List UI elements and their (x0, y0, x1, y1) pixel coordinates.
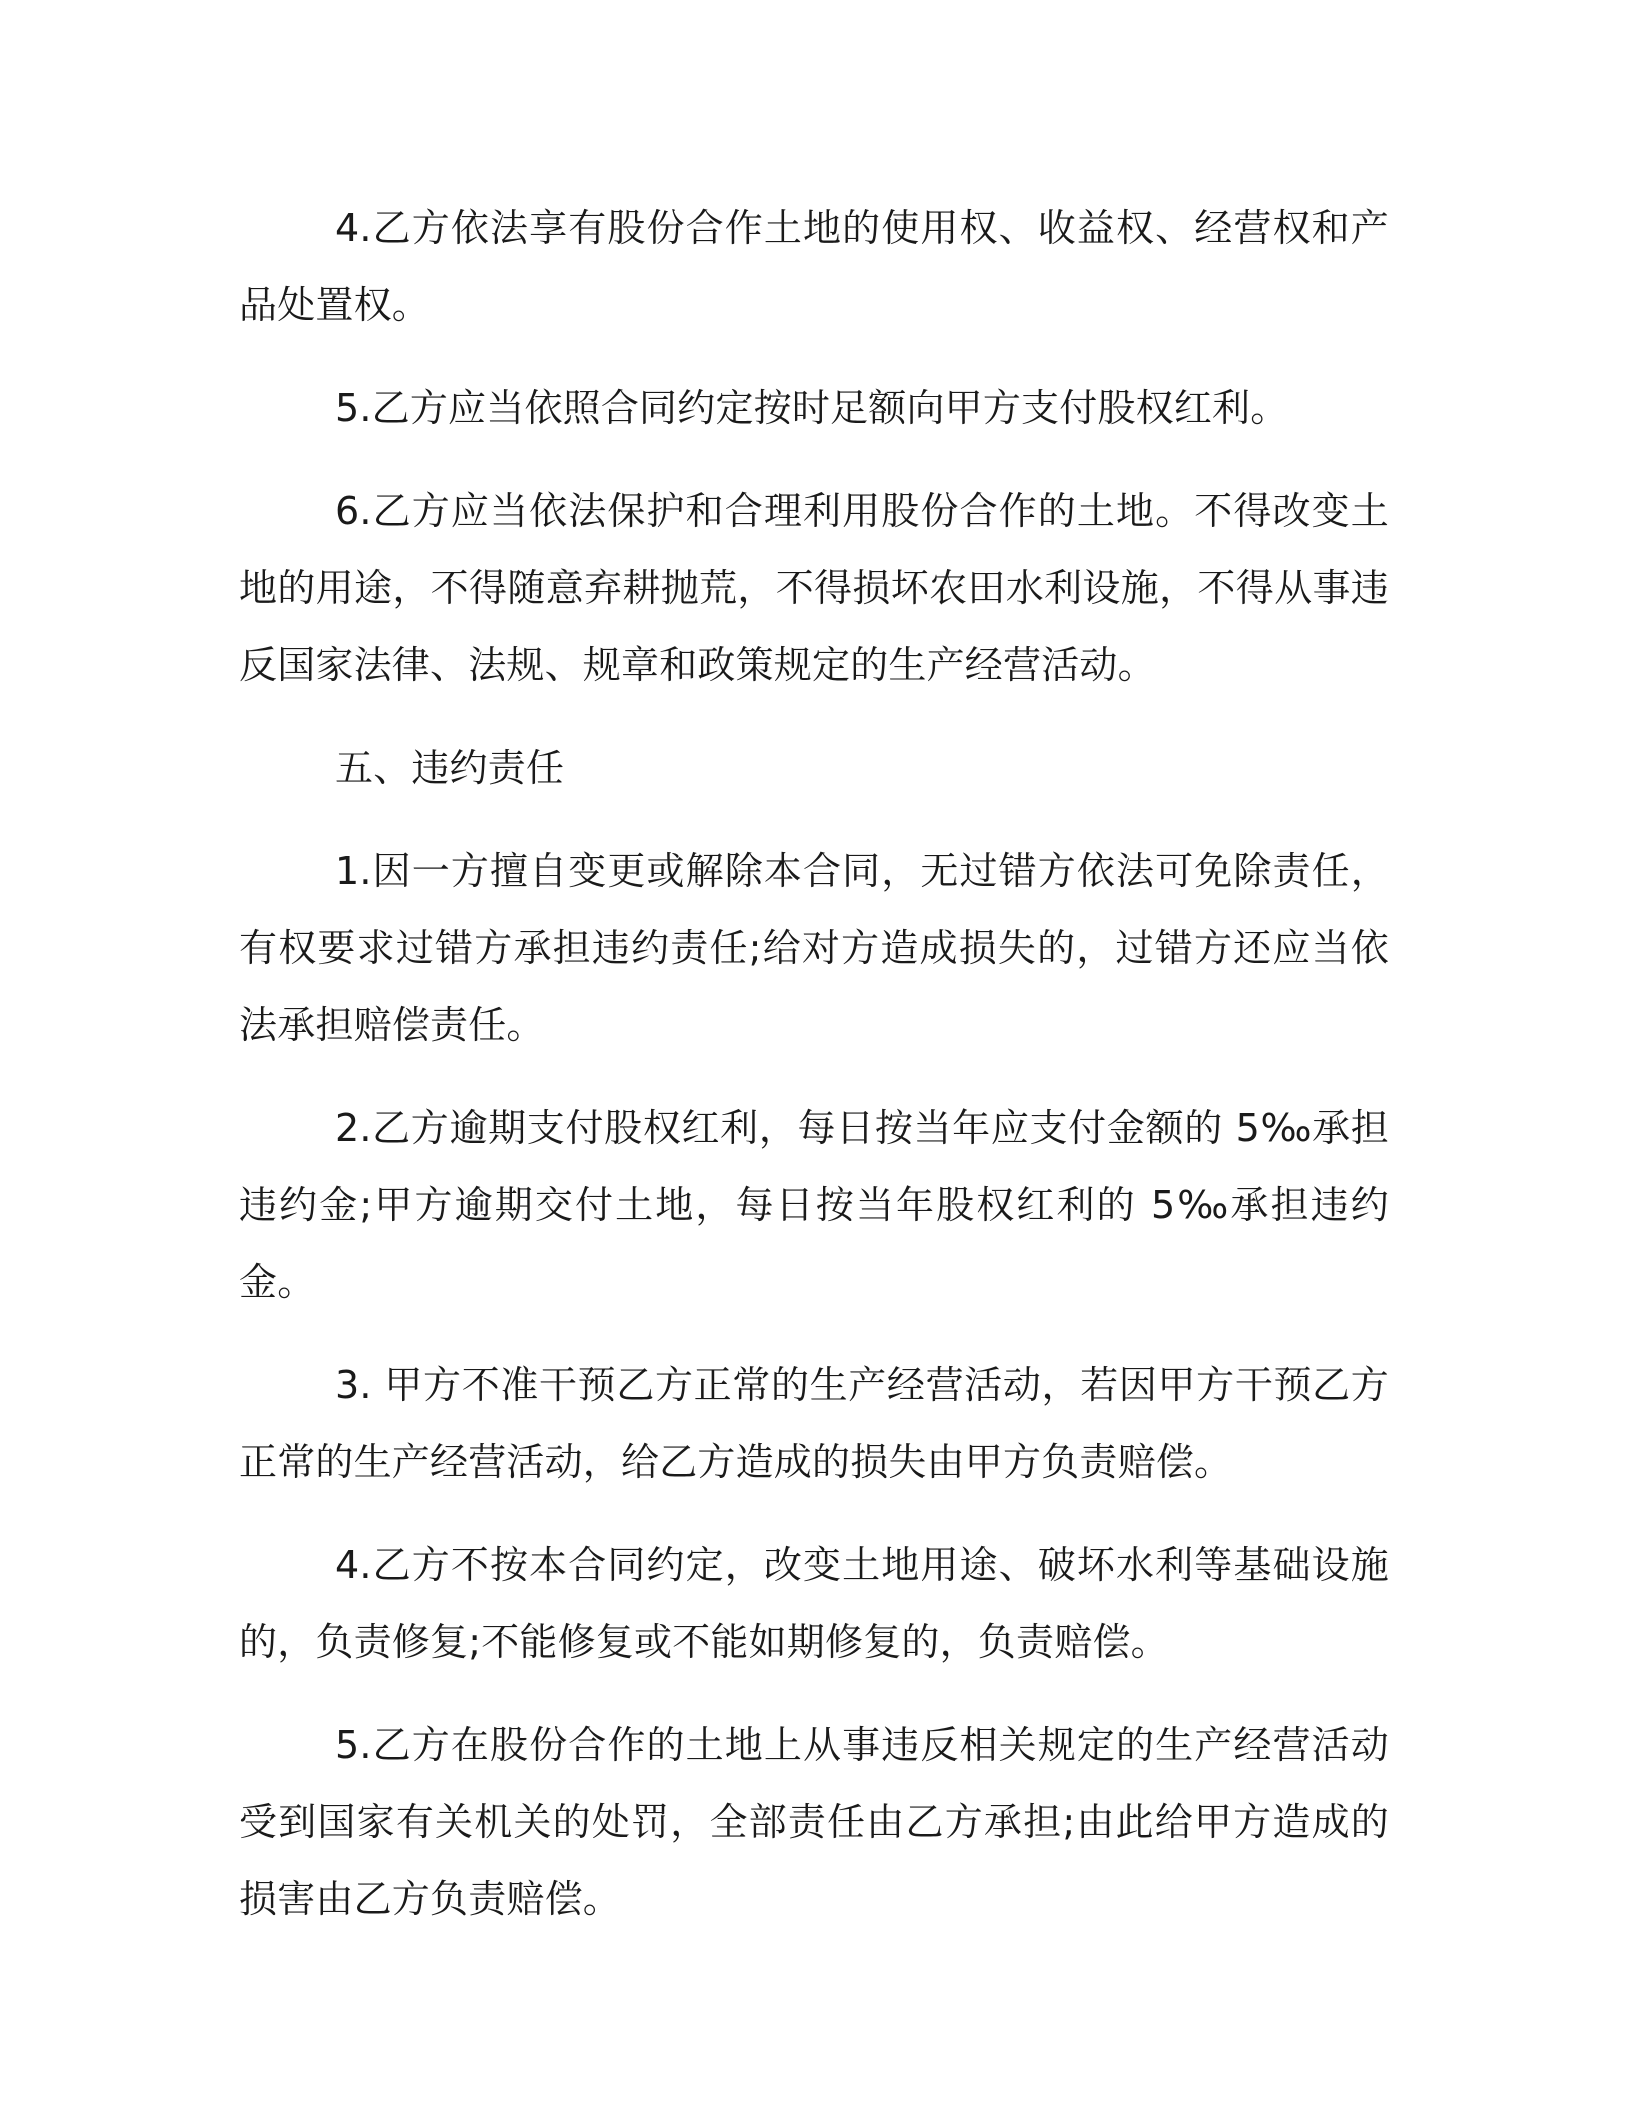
clause-paragraph: 4.乙方不按本合同约定，改变土地用途、破坏水利等基础设施的，负责修复;不能修复或不能如期修复的，负责赔偿。 (239, 1543, 1389, 1664)
clause-paragraph: 1.因一方擅自变更或解除本合同，无过错方依法可免除责任，有权要求过错方承担违约责任;给对方造成损失的，过错方还应当依法承担赔偿责任。 (239, 849, 1389, 1047)
clause-paragraph: 5.乙方应当依照合同约定按时足额向甲方支付股权红利。 (335, 386, 1289, 430)
clause-paragraph: 6.乙方应当依法保护和合理利用股份合作的土地。不得改变土地的用途，不得随意弃耕抛荒，不得损坏农田水利设施，不得从事违反国家法律、法规、规章和政策规定的生产经营活动。 (239, 489, 1389, 687)
clause-paragraph: 3. 甲方不准干预乙方正常的生产经营活动，若因甲方干预乙方正常的生产经营活动，给乙方造成的损失由甲方负责赔偿。 (239, 1363, 1389, 1484)
clause-paragraph: 5.乙方在股份合作的土地上从事违反相关规定的生产经营活动受到国家有关机关的处罚，全部责任由乙方承担;由此给甲方造成的损害由乙方负责赔偿。 (239, 1723, 1389, 1921)
section-heading: 五、违约责任 (335, 746, 565, 790)
document-body (239, 190, 1389, 1938)
clause-paragraph: 2.乙方逾期支付股权红利，每日按当年应支付金额的 5‰承担违约金;甲方逾期交付土地，每日按当年股权红利的 5‰承担违约金。 (239, 1106, 1389, 1304)
clause-paragraph: 4.乙方依法享有股份合作土地的使用权、收益权、经营权和产品处置权。 (239, 206, 1389, 327)
